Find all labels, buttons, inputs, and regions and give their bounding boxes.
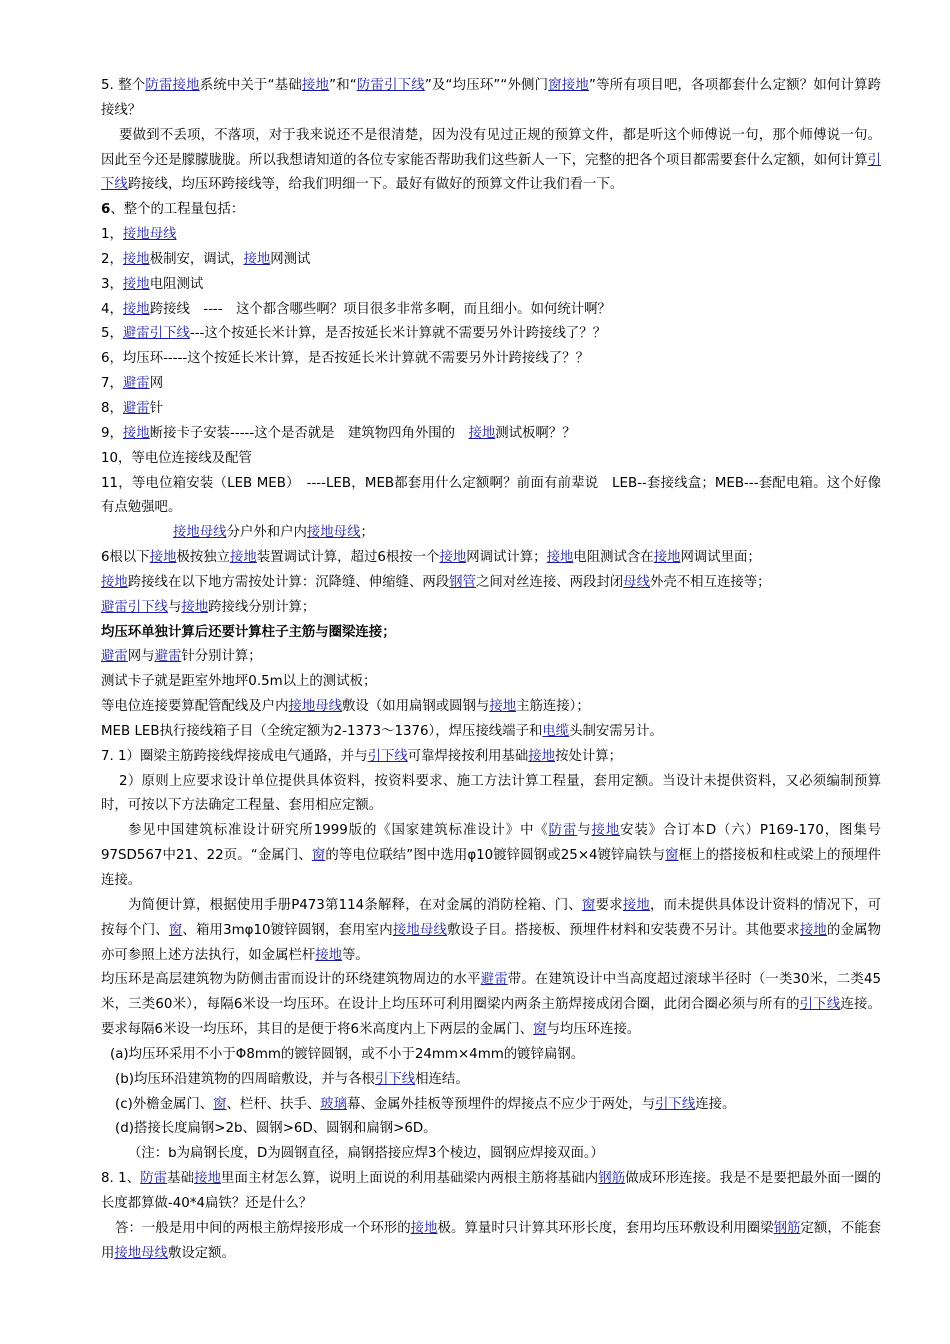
keyword-link[interactable]: 接地 <box>622 897 651 913</box>
text-segment: ”等所有项目吧，各项都套什么定额？如何计算跨接线？ <box>101 78 882 118</box>
bold-text: 6 <box>101 202 111 218</box>
keyword-link[interactable]: 接地 <box>591 823 621 839</box>
text-segment: 3， <box>101 276 123 292</box>
text-line <box>101 447 881 472</box>
text-segment: 2）原则上应要求设计单位提供具体资料，按资料要求、施工方法计算工程量，套用定额。当设计未提供资料，又必须编制预算时，可按以下方法确定工程量、套用相应定额。 <box>101 773 881 814</box>
text-segment: 4， <box>101 301 123 317</box>
keyword-link[interactable]: 窗 <box>582 897 596 913</box>
keyword-link[interactable]: 窗 <box>665 848 679 864</box>
text-segment: 的金属物亦可参照上述方法执行，如金属栏杆 <box>101 922 882 963</box>
text-line <box>101 1142 881 1167</box>
text-line <box>101 1068 881 1093</box>
text-segment: 分户外和户内 <box>226 525 307 541</box>
text-line <box>101 670 881 695</box>
text-line <box>101 596 881 621</box>
text-segment: 跨接线，均压环跨接线等，给我们明细一下。最好有做好的预算文件让我们看一下。 <box>127 177 624 193</box>
text-segment: 头制安需另计。 <box>569 723 663 739</box>
text-segment: 敷设（如用扁钢或圆钢与 <box>342 699 490 715</box>
text-line <box>101 273 881 298</box>
text-line <box>101 894 881 969</box>
text-line <box>101 198 881 223</box>
text-segment: 网 <box>149 376 164 392</box>
text-line <box>101 645 881 670</box>
text-segment: 装置调试计算，超过6根按一个 <box>256 550 440 566</box>
text-segment: 6，均压环-----这个按延长米计算，是否按延长米计算就不需要另外计跨接线了？？ <box>101 351 589 367</box>
text-segment: 的等电位联结”图中选用φ10镀锌圆钢或25×4镀锌扁铁与 <box>325 848 666 864</box>
keyword-link[interactable]: 接地 <box>799 922 827 938</box>
text-segment: ； <box>360 525 374 541</box>
text-segment: 定额，不能套用 <box>101 1220 882 1261</box>
keyword-link[interactable]: 窗 <box>213 1096 227 1112</box>
keyword-link[interactable]: 接地 <box>122 251 150 267</box>
text-line <box>101 968 881 1043</box>
text-segment: 针 <box>149 400 164 416</box>
text-line <box>101 546 881 571</box>
text-segment: 极制安，调试， <box>149 251 244 267</box>
text-segment: 9， <box>101 425 123 441</box>
text-segment: 敷设定额。 <box>167 1245 235 1261</box>
text-segment: 可靠焊接按利用基础 <box>407 748 529 764</box>
text-segment: 断接卡子安装-----这个是否就是 建筑物四角外围的 <box>149 425 469 441</box>
keyword-link[interactable]: 接地 <box>122 425 150 441</box>
keyword-link[interactable]: 钢筋 <box>598 1171 626 1187</box>
text-segment: 里面主材怎么算，说明上面说的利用基础梁内两根主筋将基础内 <box>221 1171 599 1187</box>
keyword-link[interactable]: 接地 <box>181 599 209 615</box>
text-segment: 为简便计算，根据使用手册P473第114条解释，在对金属的消防栓箱、门、 <box>128 897 583 913</box>
text-segment: 极按独立 <box>176 550 231 566</box>
text-segment: 系统中关于“基础 <box>199 78 302 93</box>
text-segment: 7， <box>101 376 123 392</box>
text-segment: 电阻测试含在 <box>573 550 654 566</box>
text-line <box>101 745 881 770</box>
keyword-link[interactable]: 接地 <box>230 550 257 566</box>
text-segment: 框上的搭接板和柱或梁上的预埋件连接。 <box>101 848 882 888</box>
text-segment: (c)外檐金属门、 <box>115 1096 214 1112</box>
keyword-link[interactable]: 电缆 <box>542 723 570 739</box>
text-segment: 之间对丝连接、两段封闭 <box>475 574 624 590</box>
text-segment: 跨接线分别计算； <box>208 599 316 615</box>
document-page <box>101 74 881 1267</box>
keyword-link[interactable]: 接地 <box>243 251 271 267</box>
text-segment: 2， <box>101 251 123 267</box>
text-segment: 、箱用3mφ10镀锌圆钢，套用室内 <box>182 922 393 938</box>
keyword-link[interactable]: 接地母线 <box>122 227 177 243</box>
text-line <box>101 1043 881 1068</box>
text-segment: 电阻测试 <box>149 276 204 292</box>
text-line <box>101 298 881 323</box>
text-line <box>101 1217 881 1267</box>
text-segment: 7. 1）圈梁主筋跨接线焊接成电气通路，并与 <box>101 748 368 764</box>
text-segment: 安装》合订本D（六）P169-170，图集号97SD567中21、22页。“金属门、 <box>101 823 882 864</box>
keyword-link[interactable]: 引下线 <box>101 152 881 193</box>
text-segment: 针分别计算； <box>181 649 262 665</box>
keyword-link[interactable]: 接地 <box>101 574 128 590</box>
text-line <box>101 347 881 372</box>
keyword-link[interactable]: 接地母线 <box>392 922 448 938</box>
text-segment: ”及“均压环”“外侧门 <box>424 78 549 93</box>
keyword-link[interactable]: 钢管 <box>449 574 476 590</box>
text-segment: 11，等电位箱安装（LEB MEB） ----LEB，MEB都套用什么定额啊？前面有前辈说 LEB--套接线盒；MEB---套配电箱。这个好像有点勉强吧。 <box>101 475 881 516</box>
keyword-link[interactable]: 引下线 <box>374 1071 416 1087</box>
keyword-link[interactable]: 接地 <box>546 550 574 566</box>
text-segment: 网调试计算； <box>466 550 547 566</box>
text-segment: 、栏杆、扶手、 <box>226 1096 321 1112</box>
text-line <box>101 521 881 546</box>
text-segment: 8， <box>101 400 123 416</box>
text-segment: 10，等电位连接线及配管 <box>101 450 252 466</box>
text-segment: 、整个的工程量包括： <box>110 202 245 218</box>
text-segment: 5. 整个 <box>101 78 146 93</box>
text-line <box>101 819 881 894</box>
text-segment: 8. 1、 <box>101 1171 141 1187</box>
keyword-link[interactable]: 避雷 <box>480 972 508 988</box>
text-line <box>101 74 881 124</box>
text-segment: 网调试里面； <box>680 550 761 566</box>
keyword-link[interactable]: 避雷 <box>154 649 182 665</box>
keyword-link[interactable]: 玻璃 <box>320 1096 348 1112</box>
text-segment: 参见中国建筑标准设计研究所1999版的《国家建筑标准设计》中《 <box>128 823 549 839</box>
text-segment: 与 <box>167 599 182 615</box>
text-line <box>101 372 881 397</box>
keyword-link[interactable]: 窗 <box>311 848 326 864</box>
keyword-link[interactable]: 接地 <box>439 550 467 566</box>
text-segment: 网与 <box>127 649 155 665</box>
keyword-link[interactable]: 避雷 <box>101 649 128 665</box>
text-segment: 连接。要求每隔6米设一均压环，其目的是便于将6米高度内上下两层的金属门、 <box>101 997 882 1038</box>
text-segment: 连接。 <box>695 1096 736 1112</box>
text-segment: ---这个按延长米计算，是否按延长米计算就不需要另外计跨接线了？？ <box>189 326 607 342</box>
text-line <box>101 621 881 646</box>
text-line <box>101 1167 881 1217</box>
text-segment: 均压环单独计算后还要计算柱子主筋与圈梁连接； <box>101 624 396 640</box>
keyword-link[interactable]: 接地母线 <box>306 525 361 541</box>
text-segment: 均压环是高层建筑物为防侧击雷而设计的环绕建筑物周边的水平 <box>101 972 481 988</box>
text-segment: 与 <box>577 823 592 839</box>
keyword-link[interactable]: 母线 <box>623 574 651 590</box>
text-segment: (d)搭接长度扁钢>2b、圆钢>6D、圆钢和扁钢>6D。 <box>115 1121 437 1137</box>
text-segment: 与均压环连接。 <box>546 1022 641 1038</box>
keyword-link[interactable]: 接地 <box>528 748 556 764</box>
text-line <box>101 1117 881 1142</box>
text-segment: 带。在建筑设计中当高度超过滚球半径时（一类30米，二类45米，三类60米），每隔6米设一均压环。在设计上均压环可利用圈梁内两条主筋焊接成闭合圈，此闭合圈必须与所有的 <box>101 972 882 1013</box>
keyword-link[interactable]: 接地 <box>410 1220 438 1236</box>
text-segment: （注：b为扁钢长度，D为圆钢直径，扁钢搭接应焊3个棱边，圆钢应焊接双面。） <box>128 1146 604 1162</box>
keyword-link[interactable]: 接地 <box>122 301 150 317</box>
keyword-link[interactable]: 避雷 <box>122 376 150 392</box>
text-segment: 外壳不相互连接等； <box>650 574 771 590</box>
keyword-link[interactable]: 避雷引下线 <box>101 599 168 615</box>
keyword-link[interactable]: 引下线 <box>655 1096 696 1112</box>
text-segment: 5， <box>101 326 123 342</box>
text-segment: 答：一般是用中间的两根主筋焊接形成一个环形的 <box>115 1220 411 1236</box>
text-line <box>101 472 881 522</box>
keyword-link[interactable]: 防雷 <box>140 1171 168 1187</box>
keyword-link[interactable]: 接地母线 <box>173 525 227 541</box>
text-line <box>101 124 881 199</box>
keyword-link[interactable]: 接地母线 <box>114 1245 168 1261</box>
keyword-link[interactable]: 接地 <box>315 947 343 963</box>
text-segment: 等。 <box>342 947 369 963</box>
text-segment: 跨接线在以下地方需按处计算：沉降缝、伸缩缝、两段 <box>127 574 450 590</box>
keyword-link[interactable]: 防雷引下线 <box>356 78 425 93</box>
text-line <box>101 571 881 596</box>
text-segment: 要做到不丢项，不落项，对于我来说还不是很清楚，因为没有见过正规的预算文件，都是听这个师傅说一句，那个师傅说一句。因此至今还是朦朦胧胧。所以我想请知道的各位专家能否帮助我们这些新人一下，完整的把各个项目都需要套什么定额，如何计算 <box>101 127 881 168</box>
text-segment: 测试板啊？？ <box>495 425 576 441</box>
keyword-link[interactable]: 接地 <box>653 550 681 566</box>
text-segment: (a)均压环采用不小于Φ8mm的镀锌圆钢，或不小于24mm×4mm的镀锌扁钢。 <box>110 1046 585 1062</box>
text-segment: (b)均压环沿建筑物的四周暗敷设，并与各根 <box>115 1071 375 1087</box>
keyword-link[interactable]: 钢筋 <box>773 1220 801 1236</box>
keyword-link[interactable]: 窗 <box>533 1022 547 1038</box>
text-segment: ，而未提供具体设计资料的情况下，可按每个门、 <box>101 897 882 938</box>
text-segment: 极。算量时只计算其环形长度，套用均压环敷设利用圈梁 <box>437 1220 774 1236</box>
text-line <box>101 248 881 273</box>
text-segment: 敷设子目。搭接板、预埋件材料和安装费不另计。其他要求 <box>447 922 800 938</box>
text-line <box>101 422 881 447</box>
text-segment: 做成环形连接。我是不是要把最外面一圈的长度都算做-40*4扁铁？还是什么？ <box>101 1171 882 1211</box>
keyword-link[interactable]: 接地 <box>489 699 517 715</box>
keyword-link[interactable]: 引下线 <box>799 997 841 1013</box>
keyword-link[interactable]: 接地 <box>149 550 177 566</box>
text-segment: 幕、金属外挂板等预埋件的焊接点不应少于两处，与 <box>347 1096 656 1112</box>
text-segment: 相连结。 <box>415 1071 469 1087</box>
text-segment: 跨接线 ---- 这个都含哪些啊？项目很多非常多啊，而且细小。如何统计啊？ <box>149 301 611 317</box>
keyword-link[interactable]: 避雷 <box>122 400 150 416</box>
keyword-link[interactable]: 接地 <box>122 276 150 292</box>
keyword-link[interactable]: 防雷接地 <box>145 78 200 93</box>
text-segment: 网测试 <box>270 251 311 267</box>
text-segment: 等电位连接要算配管配线及户内 <box>101 699 289 715</box>
text-segment: 主筋连接）； <box>516 699 590 715</box>
keyword-link[interactable]: 窗接地 <box>548 78 589 93</box>
text-line <box>101 223 881 248</box>
text-segment: ”和“ <box>329 78 357 93</box>
text-segment: 基础 <box>167 1171 195 1187</box>
text-line <box>101 770 881 820</box>
keyword-link[interactable]: 引下线 <box>367 748 408 764</box>
text-segment: 测试卡子就是距室外地坪0.5m以上的测试板； <box>101 674 377 690</box>
text-segment: 6根以下 <box>101 550 150 566</box>
text-segment: 按处计算； <box>555 748 623 764</box>
text-line <box>101 1093 881 1118</box>
keyword-link[interactable]: 接地 <box>468 425 496 441</box>
text-segment: MEB LEB执行接线箱子目（全统定额为2-1373～1376），焊压接线端子和 <box>101 723 543 739</box>
keyword-link[interactable]: 接地母线 <box>288 699 343 715</box>
text-line <box>101 695 881 720</box>
text-line <box>101 322 881 347</box>
keyword-link[interactable]: 窗 <box>168 922 183 938</box>
text-line <box>101 720 881 745</box>
keyword-link[interactable]: 接地 <box>194 1171 222 1187</box>
text-segment: 1， <box>101 227 123 243</box>
text-segment: 要求 <box>595 897 623 913</box>
text-line <box>101 397 881 422</box>
keyword-link[interactable]: 避雷引下线 <box>122 326 190 342</box>
keyword-link[interactable]: 防雷 <box>548 823 578 839</box>
keyword-link[interactable]: 接地 <box>301 78 330 93</box>
